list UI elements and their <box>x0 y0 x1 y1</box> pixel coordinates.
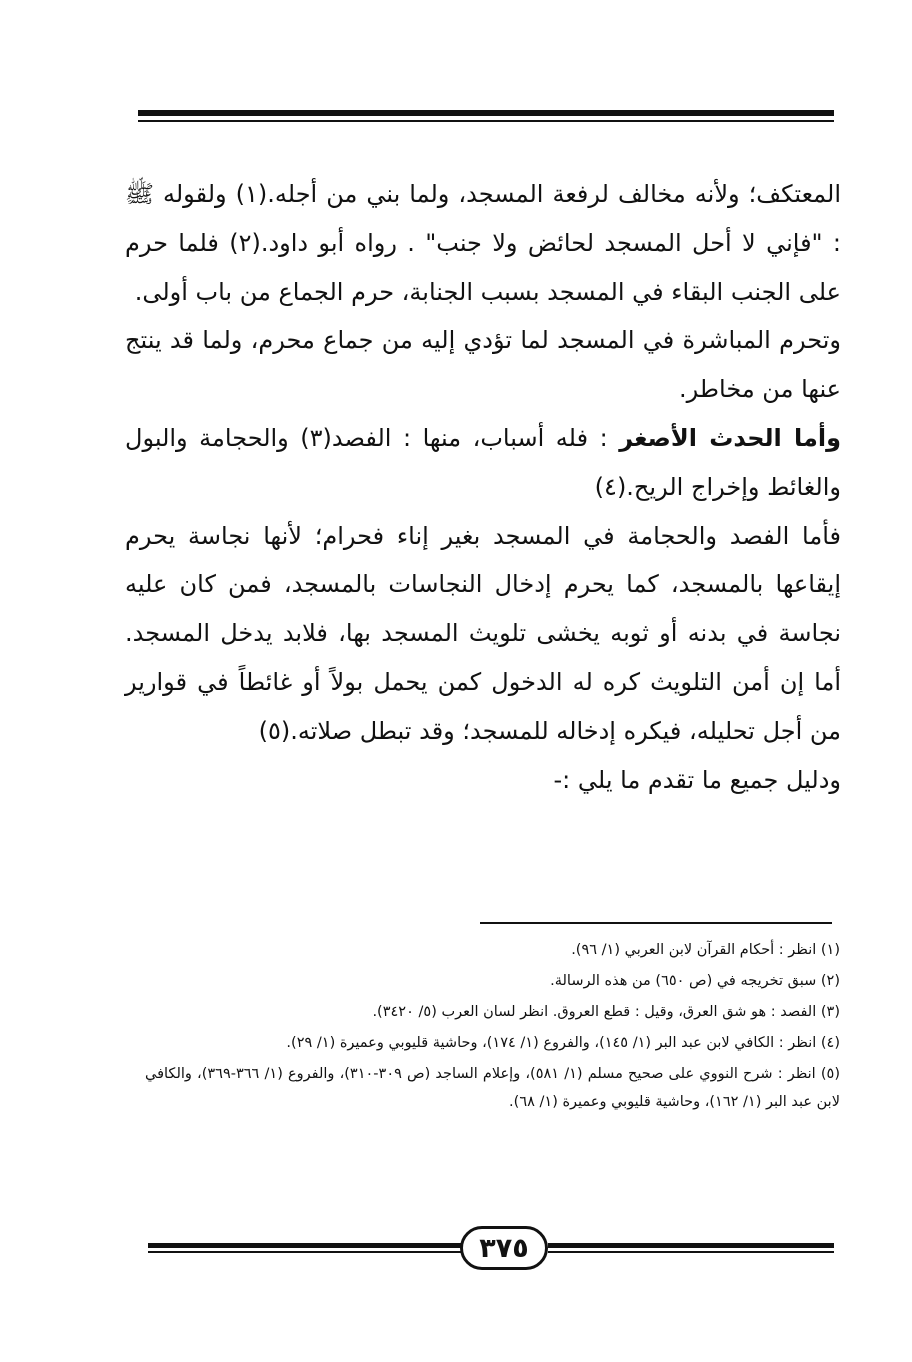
footnote-4: (٤) انظر : الكافي لابن عبد البر (١/ ١٤٥)، والفروع (١/ ١٧٤)، وحاشية قليوبي وعميرة (١/ ٢٩). <box>286 1035 840 1051</box>
footnote-separator <box>480 922 832 924</box>
body-paragraph-minor-hadath <box>125 414 841 512</box>
footnotes <box>145 936 840 1119</box>
page-number-badge <box>460 1226 548 1270</box>
footer-rule-right-thick <box>548 1243 834 1248</box>
header-rule-thin <box>138 120 834 122</box>
footnote-2: (٢) سبق تخريجه في (ص ٦٥٠) من هذه الرسالة. <box>550 973 840 989</box>
main-text <box>125 170 841 804</box>
page-number: ٣٧٥ <box>479 1232 529 1264</box>
footnote-1: (١) انظر : أحكام القرآن لابن العربي (١/ ٩٦). <box>571 942 840 958</box>
footer-rule-right-thin <box>548 1251 834 1253</box>
body-paragraph-1: المعتكف؛ ولأنه مخالف لرفعة المسجد، ولما بني من أجله.(١) ولقوله ﷺ : "فإني لا أحل المسجد لحائض ولا جنب" . رواه أبو داود.(٢) فلما حرم على الجنب البقاء في المسجد بسبب الجنابة، حرم الجماع من باب أولى. <box>125 180 842 306</box>
footer-rule-left-thin <box>148 1251 462 1253</box>
footnote-3: (٣) الفصد : هو شق العرق، وقيل : قطع العروق. انظر لسان العرب (٥/ ٣٤٢٠). <box>372 1004 840 1020</box>
body-paragraph-cupping: فأما الفصد والحجامة في المسجد بغير إناء فحرام؛ لأنها نجاسة يحرم إيقاعها بالمسجد، كما يحرم إدخال النجاسات بالمسجد، فمن كان عليه نجاسة في بدنه أو ثوبه يخشى تلويث المسجد بها، فلابد يدخل المسجد. أما إن أمن التلويث كره له الدخول كمن يحمل بولاً أو غائطاً في قوارير من أجل تحليله، فيكره إدخاله للمسجد؛ وقد تبطل صلاته.(٥) <box>125 521 841 745</box>
body-closing-line: ودليل جميع ما تقدم ما يلي :- <box>553 765 841 794</box>
footer-rule-left-thick <box>148 1243 462 1248</box>
body-paragraph-2: وتحرم المباشرة في المسجد لما تؤدي إليه من جماع محرم، ولما قد ينتج عنها من مخاطر. <box>125 326 841 404</box>
minor-hadath-text: : فله أسباب، منها : الفصد(٣) والحجامة والبول والغائط وإخراج الريح.(٤) <box>125 423 841 501</box>
footnote-5: (٥) انظر : شرح النووي على صحيح مسلم (١/ ٥٨١)، وإعلام الساجد (ص ٣٠٩-٣١٠)، والفروع (١/ ٣٦٦-٣٦٩)، والكافي لابن عبد البر (١/ ١٦٢)، وحاشية قليوبي وعميرة (١/ ٦٨). <box>145 1066 840 1110</box>
header-rule-thick <box>138 110 834 116</box>
minor-hadath-heading: وأما الحدث الأصغر <box>619 423 842 452</box>
